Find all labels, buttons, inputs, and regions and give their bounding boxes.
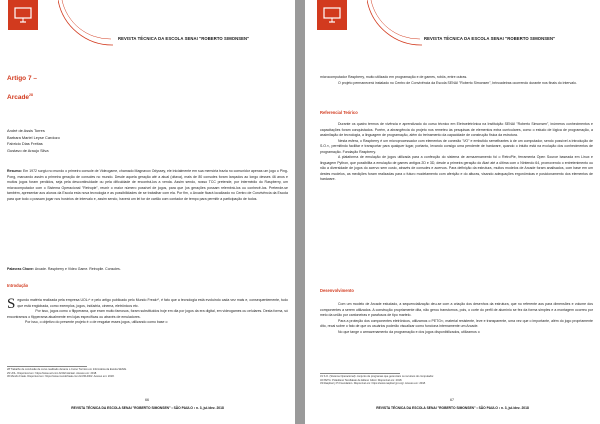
development-heading: Desenvolvimento bbox=[320, 288, 354, 293]
author-name: André de Assis Torres bbox=[7, 128, 45, 133]
keywords-label: Palavras Chave: bbox=[7, 267, 35, 271]
monitor-logo-icon bbox=[8, 0, 38, 30]
page-number: 67 bbox=[450, 398, 454, 402]
intro-paragraph-1-text: egundo matéria realizada pela empresa UOL²⁹ e pelo artigo publicado pelo Mundo Freak³⁰, é fato que a tecnologia está evoluindo cada vez mais e, consequentemente, tudo que está englobada, como exemplos, jogos, indústria, cinema, eletrônicos etc. bbox=[17, 298, 288, 308]
article-title-text: Arcade bbox=[7, 94, 30, 102]
intro-paragraph-1 bbox=[7, 296, 288, 312]
journal-title: REVISTA TÉCNICA DA ESCOLA SENAI "ROBERTO SIMONSEN" bbox=[118, 36, 250, 41]
corner-arc-decoration bbox=[367, 0, 427, 50]
ref-paragraph-3: A plataforma de emulação de jogos utilizada para a confecção do sistema de armazenamento foi o RetroPie, ferramenta Open Source baseada em Linux e linguagem Python, que possibilita a emulação de games antigos 2D e 3D, desde a primeira geração do Atari até a última com o Nintendo 64, promovendo o entretenimento ou não a diversidade de jogos do acervo sem custo, através de consoles e acervos. Para definição da estrutura, muitos modelos de Arcade foram analisados, com base em um destes modelos, as medições foram realizadas para o futuro modelamento com aferição e do alturas, visando adequações ergonômicas e posicionamento dos elementos de hardware. bbox=[320, 155, 593, 181]
author-name: Fabricio Dias Freitas bbox=[7, 141, 43, 147]
abstract-label: Resumo: bbox=[7, 169, 22, 173]
abstract bbox=[7, 169, 288, 202]
footnotes bbox=[7, 368, 288, 379]
author-name: Barbara Mariel Leyse Cardozo bbox=[7, 134, 60, 140]
keywords-text: Arcade. Raspberry e Video Game. Retroplie. Consoles. bbox=[34, 267, 121, 271]
footnote-divider bbox=[7, 366, 87, 367]
introduction-heading: Introdução bbox=[7, 283, 29, 288]
author-list bbox=[7, 128, 60, 154]
footnote: 28 Trabalho de conclusão de curso realizado durante o Curso Técnico em Informática da Escola SENAI. bbox=[7, 368, 127, 371]
drop-cap: S bbox=[7, 296, 16, 312]
dev-paragraph-2: Para a proteção dos componentes eletrônicos, utilizamos o PETG³², material resistente, leve e transparente, uma vez que o importante, além do jogo propriamente dito, recai sobre o fato de que os usuários poderão visualizar como funciona internamente um Arcade. bbox=[320, 318, 593, 328]
monitor-logo-icon bbox=[317, 0, 347, 30]
continued-paragraph: microcomputador Raspberry, muito utilizado em programação e de games, robôs, entre outras. bbox=[320, 75, 468, 79]
article-title-footnote-ref: 28 bbox=[29, 93, 33, 97]
footnotes bbox=[320, 375, 593, 386]
footnote: 31 S.O. (Sistema Operacional): conjunto de programas que gerenciam os recursos do computador. bbox=[320, 375, 434, 378]
footnote: 33 Raspberry Pi Foundation. Disponível em: https://www.raspberrypi.org/. Acesso em: 2018. bbox=[320, 382, 426, 386]
footnote-divider bbox=[320, 373, 400, 374]
left-page bbox=[0, 0, 295, 424]
corner-arc-decoration bbox=[58, 0, 118, 50]
dev-paragraph-3: No que tange o armazenamento da programação e dos jogos disponibilizados, utilizamos o bbox=[338, 329, 480, 334]
footnote: 29 UOL. Disponível em: https://www.uol.com.br/tilt/noticias/. Acesso em: 2018. bbox=[7, 371, 97, 375]
development-body bbox=[320, 302, 593, 335]
continued-text bbox=[320, 75, 593, 86]
dev-paragraph-1: Com um modelo de Arcade estudado, a sequencialização deu-se com a criação dos desenhos da estrutura, que no referente aos para dimensões e volume dos componentes a serem utilizados. A construção propriamente dita, não gerou transtornos, pois, o corte do perfil de alumínio se fez da forma simples e a montagem ocorreu por meio da união por cantoneiras e parafusos de tipo martelo. bbox=[320, 302, 593, 317]
introduction-body bbox=[7, 298, 288, 326]
keywords bbox=[7, 267, 288, 273]
intro-paragraph-2: Por isso, jogos como o flipperama, que eram muito famosos, foram substituídos hoje em dia por jogos da era digital, em videogames ou celulares. Desta forma, só encontramos o flipperama atualmente em lojas específicas ou através de emuladores. bbox=[7, 309, 288, 319]
footnote: 32 PETG: Polietileno Tereftalato de Etileno Glicol. Disponível em: 2018. bbox=[320, 378, 403, 382]
author-name: Gustavo de Araujo Silva bbox=[7, 147, 49, 153]
journal-title: REVISTA TÉCNICA DA ESCOLA SENAI "ROBERTO SIMONSEN" bbox=[424, 36, 556, 41]
page-footer: REVISTA TÉCNICA DA ESCOLA SENAI "ROBERTO SIMONSEN" • SÃO PAULO • n. 3, jul./dez. 2018 bbox=[71, 406, 224, 410]
page-number: 66 bbox=[145, 398, 149, 402]
ref-paragraph-2: Nesta esfera, o Raspberry é um microprocessador com elementos de conexão "I/O" e embutido semelhantes à de um computador, sendo possível a introdução de S.O.³¹, permitindo facilitar e transportar para qualquer lugar, portanto, levando consigo uma pendente de hardware, quando o intuito está na evolução dos conhecimentos de programação. Fundação Raspberry. bbox=[320, 138, 593, 154]
theoretical-reference-heading: Referencial Teórico bbox=[320, 110, 358, 115]
continued-paragraph-2: O projeto permanecerá instalado no Centro de Convivência da Escola SENAI "Roberto Simonsen", brincadeiras ocorrendo durante nos finais do intervalo. bbox=[338, 80, 577, 85]
right-page bbox=[305, 0, 600, 424]
footnote: 30 Mundo Freak. Disponível em: https://www.mundofreak.com.br/2014/03/. Acesso em: 2018. bbox=[7, 375, 115, 379]
article-title bbox=[7, 93, 33, 101]
theoretical-reference-body bbox=[320, 122, 593, 183]
intro-paragraph-3: Por isso, o objetivo do presente projeto é o de resgatar esses jogos, utilizando como base o bbox=[25, 320, 168, 324]
ref-paragraph-1: Durante os quatro termos de vivência e aprendizado do curso técnico em Eletroeletrônica na Instituição SENAI "Roberto Simonsen", inúmeros conhecimentos e capacitações foram conquistados. Porém, a abrangência do projeto nos remeteu às pesquisas de elementos extra curriculares, como o estudo de lógica de programação, a assimilação de tecnologia, a linguagem de programação, além do treinamento da capacidade de construção física da estrutura. bbox=[320, 122, 593, 137]
page-footer: REVISTA TÉCNICA DA ESCOLA SENAI "ROBERTO SIMONSEN" • SÃO PAULO • n. 3, jul./dez. 2018 bbox=[376, 406, 529, 410]
abstract-text: Em 1972 surgiu no mundo o primeiro console de Videogame, chamado Magnavox Odyssey, ele inicialmente em sua memória trazia no comunidor apenas um jogo o Ping-Pong, marcando assim a primeira geração de consoles no mundo. Desde aquela geração até a atual (oitava), mais de 80 consoles foram lançados ao longo desses 46 anos e muitos jogos foram perdidos, seja pela descontinuidade ou pela dificuldade de encontrá-los a venda. Assim sendo, nosso TCC pretende, por intermédio do Raspberry, um microcomputador com o Sistema Operacional "Retropie", reunir o maior número possível de jogos, para que (os gerações possam relembrá-los ou conhecê-los. Pretende-se também, apresentar aos alunos da Escola esta nova tecnologia e as possibilidades de se trabalhar com ela. Por fim, o Arcade ficará localizado no Centro de Convivência da Escola para que todo o possam jogar nos horários de intervalo e, assim sendo, haverá um lei tor de cartão com contador de tempo para permitir a participação de todos. bbox=[7, 169, 288, 201]
article-label: Artigo 7 – bbox=[7, 75, 37, 82]
